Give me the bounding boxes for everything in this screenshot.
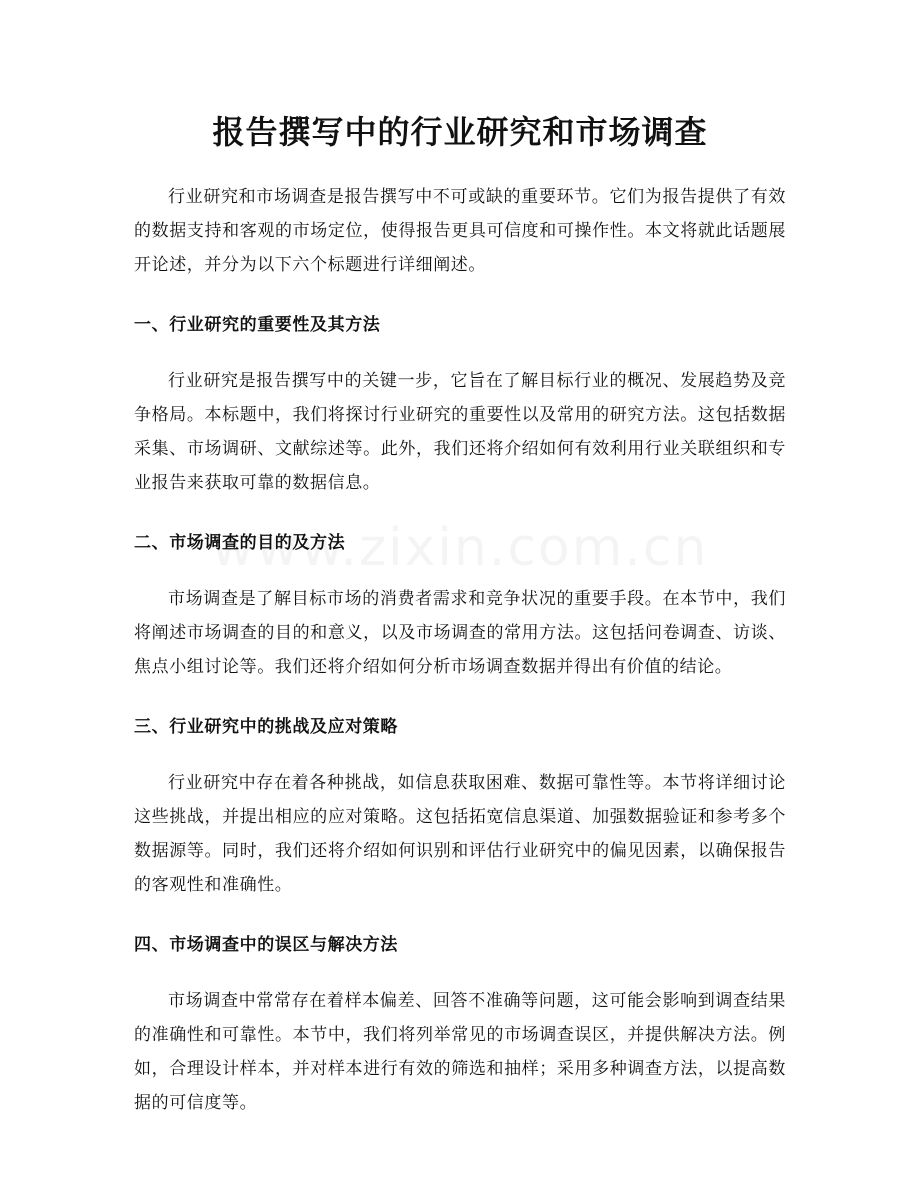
document-title: 报告撰写中的行业研究和市场调查	[212, 113, 708, 151]
section-heading-3: 三、行业研究中的挑战及应对策略	[134, 717, 398, 737]
section-body-3: 行业研究中存在着各种挑战，如信息获取困难、数据可靠性等。本节将详细讨论这些挑战，并提出相应的应对策略。这包括拓宽信息渠道、加强数据验证和参考多个数据源等。同时，我们还将介绍如何识别和评估行业研究中的偏见因素，以确保报告的客观性和准确性。	[134, 773, 786, 895]
section-heading-4: 四、市场调查中的误区与解决方法	[134, 935, 398, 955]
section-heading-2: 二、市场调查的目的及方法	[134, 533, 346, 553]
section-body-4: 市场调查中常常存在着样本偏差、回答不准确等问题，这可能会影响到调查结果的准确性和可靠性。本节中，我们将列举常见的市场调查误区，并提供解决方法。例如，合理设计样本，并对样本进行有效的筛选和抽样；采用多种调查方法，以提高数据的可信度等。	[134, 991, 786, 1113]
section-body-2: 市场调查是了解目标市场的消费者需求和竞争状况的重要手段。在本节中，我们将阐述市场调查的目的和意义，以及市场调查的常用方法。这包括问卷调查、访谈、焦点小组讨论等。我们还将介绍如何分析市场调查数据并得出有价值的结论。	[134, 589, 786, 677]
section-body-1: 行业研究是报告撰写中的关键一步，它旨在了解目标行业的概况、发展趋势及竞争格局。本标题中，我们将探讨行业研究的重要性以及常用的研究方法。这包括数据采集、市场调研、文献综述等。此外，我们还将介绍如何有效利用行业关联组织和专业报告来获取可靠的数据信息。	[134, 371, 786, 493]
section-heading-1: 一、行业研究的重要性及其方法	[134, 315, 381, 335]
document-body	[134, 180, 786, 1120]
intro-paragraph: 行业研究和市场调查是报告撰写中不可或缺的重要环节。它们为报告提供了有效的数据支持和客观的市场定位，使得报告更具可信度和可操作性。本文将就此话题展开论述，并分为以下六个标题进行详细阐述。	[134, 187, 786, 275]
